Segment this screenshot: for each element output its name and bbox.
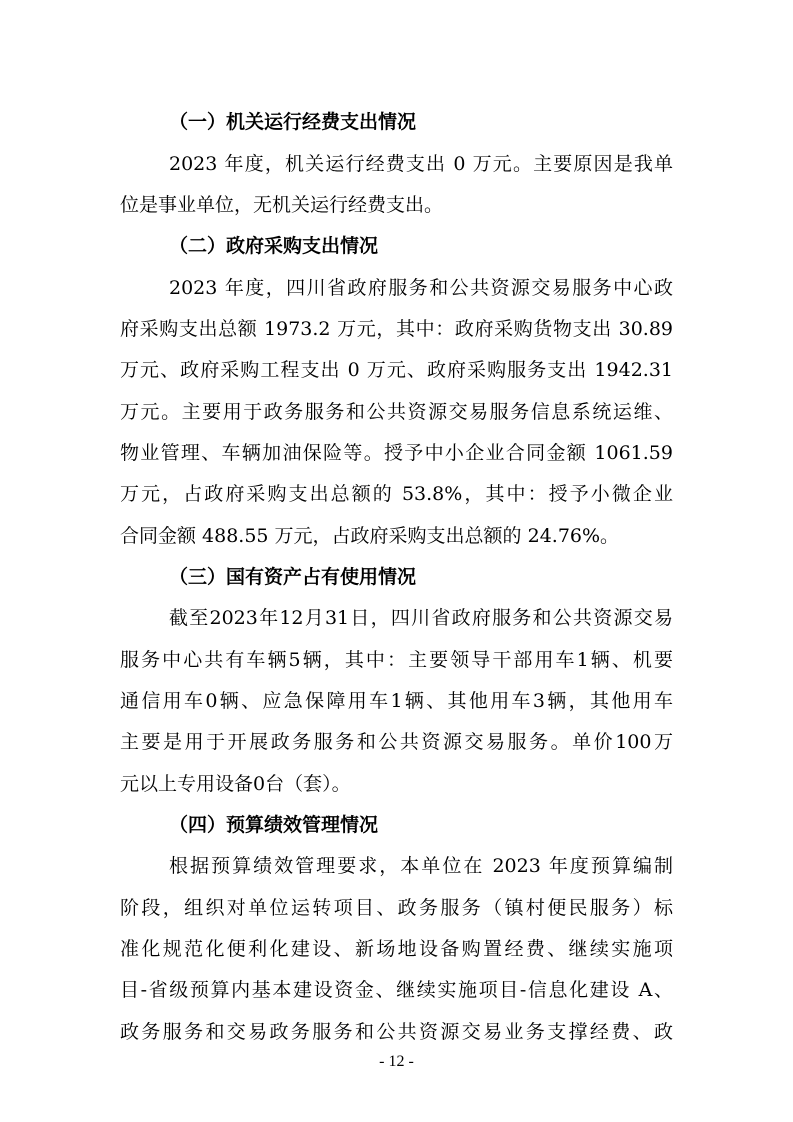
paragraph-line: 万元。主要用于政务服务和公共资源交易服务信息系统运维、 xyxy=(120,401,673,423)
paragraph-line: 主要是用于开展政务服务和公共资源交易服务。单价100万 xyxy=(120,731,673,753)
paragraph-line: 物业管理、车辆加油保险等。授予中小企业合同金额 1061.59 xyxy=(120,442,673,464)
paragraph-line: 政务服务和交易政务服务和公共资源交易业务支撑经费、政 xyxy=(120,1021,673,1043)
paragraph-line: 通信用车0辆、应急保障用车1辆、其他用车3辆，其他用车 xyxy=(120,690,673,712)
paragraph-line: 万元、政府采购工程支出 0 万元、政府采购服务支出 1942.31 xyxy=(120,359,673,381)
paragraph-line: 元以上专用设备0台（套）。 xyxy=(120,773,351,795)
section-heading-administrative-expenses: （一）机关运行经费支出情况 xyxy=(169,111,417,133)
paragraph-line: 2023 年度，四川省政府服务和公共资源交易服务中心政 xyxy=(169,277,673,299)
paragraph-line: 根据预算绩效管理要求，本单位在 2023 年度预算编制 xyxy=(169,855,673,877)
paragraph-line: 目-省级预算内基本建设资金、继续实施项目-信息化建设 A、 xyxy=(120,979,673,1001)
page-number: - 12 - xyxy=(379,1053,414,1070)
paragraph-line: 截至2023年12月31日，四川省政府服务和公共资源交易 xyxy=(169,607,673,629)
section-heading-state-assets: （三）国有资产占有使用情况 xyxy=(169,566,417,588)
paragraph-line: 位是事业单位，无机关运行经费支出。 xyxy=(120,194,444,216)
paragraph-line: 万元，占政府采购支出总额的 53.8%，其中：授予小微企业 xyxy=(120,483,673,505)
paragraph-line: 2023 年度，机关运行经费支出 0 万元。主要原因是我单 xyxy=(169,153,673,175)
paragraph-line: 准化规范化便利化建设、新场地设备购置经费、继续实施项 xyxy=(120,938,673,960)
paragraph-line: 阶段，组织对单位运转项目、政务服务（镇村便民服务）标 xyxy=(120,897,673,919)
paragraph-line: 服务中心共有车辆5辆，其中：主要领导干部用车1辆、机要 xyxy=(120,649,673,671)
paragraph-line: 府采购支出总额 1973.2 万元，其中：政府采购货物支出 30.89 xyxy=(120,318,673,340)
section-heading-government-procurement: （二）政府采购支出情况 xyxy=(169,235,379,257)
section-heading-budget-performance: （四）预算绩效管理情况 xyxy=(169,814,379,836)
paragraph-line: 合同金额 488.55 万元，占政府采购支出总额的 24.76%。 xyxy=(120,525,620,547)
